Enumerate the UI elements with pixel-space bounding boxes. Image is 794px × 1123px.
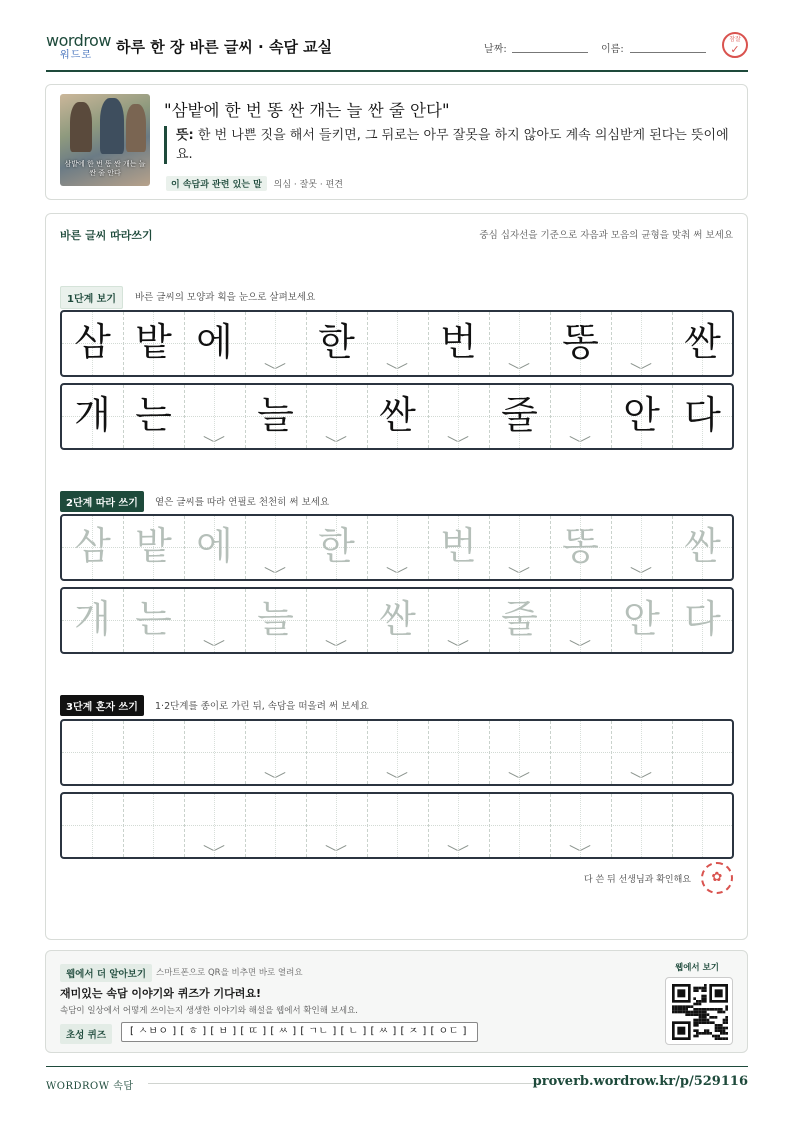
writing-cell	[367, 385, 428, 448]
space-mark-icon	[570, 436, 590, 444]
writing-cell[interactable]	[62, 516, 123, 579]
writing-cell	[184, 312, 245, 375]
cell-divider	[489, 516, 490, 579]
model-character: 삼	[74, 320, 111, 364]
trace-character: 싼	[684, 524, 721, 568]
writing-cell	[62, 385, 123, 448]
cell-divider	[550, 589, 551, 652]
writing-cell[interactable]	[550, 794, 611, 857]
qr-code-icon[interactable]	[665, 977, 733, 1045]
writing-cell[interactable]	[550, 589, 611, 652]
space-mark-icon	[448, 436, 468, 444]
cell-divider	[489, 312, 490, 375]
trace-character: 번	[440, 524, 477, 568]
cell-divider	[306, 721, 307, 784]
trace-character: 늘	[257, 597, 294, 641]
cell-divider	[184, 589, 185, 652]
footer-brand: WORDROW 속담	[46, 1081, 134, 1092]
cell-divider	[123, 794, 124, 857]
model-character: 개	[74, 393, 111, 437]
model-character: 안	[623, 393, 660, 437]
practice-card	[45, 213, 748, 940]
writing-cell[interactable]	[611, 721, 672, 784]
writing-cell[interactable]	[672, 721, 733, 784]
model-character: 는	[135, 393, 172, 437]
check-note: 다 쓴 뒤 선생님과 확인해요	[583, 875, 691, 885]
model-character: 다	[684, 393, 721, 437]
model-character: 줄	[501, 393, 538, 437]
space-mark-icon	[387, 567, 407, 575]
step3-desc: 1·2단계를 종이로 가린 뒤, 속담을 떠올려 써 보세요	[155, 701, 369, 712]
space-mark-icon	[387, 363, 407, 371]
writing-cell	[611, 385, 672, 448]
writing-cell[interactable]	[367, 589, 428, 652]
model-character: 늘	[257, 393, 294, 437]
writing-cell[interactable]	[367, 721, 428, 784]
cell-divider	[672, 721, 673, 784]
trace-character: 삼	[74, 524, 111, 568]
writing-cell[interactable]	[672, 516, 733, 579]
cell-divider	[428, 721, 429, 784]
wordrow-logo	[46, 31, 111, 63]
cell-divider	[123, 721, 124, 784]
writing-cell[interactable]	[672, 794, 733, 857]
writing-cell[interactable]	[428, 589, 489, 652]
step3-row-2[interactable]	[60, 792, 734, 859]
web-promo-card	[45, 950, 748, 1053]
related-label: 이 속담과 관련 있는 말	[166, 176, 267, 191]
space-mark-icon	[265, 567, 285, 575]
proverb-meaning	[164, 126, 734, 164]
writing-cell[interactable]	[611, 794, 672, 857]
writing-cell[interactable]	[489, 516, 550, 579]
meaning-text: 한 번 나쁜 짓을 해서 들키면, 그 뒤로는 아무 잘못을 하지 않아도 계속 의심받게 된다는 뜻이에요.	[176, 128, 729, 162]
space-mark-icon	[631, 772, 651, 780]
cell-divider	[489, 721, 490, 784]
cell-center-guide	[336, 721, 337, 784]
writing-cell[interactable]	[184, 721, 245, 784]
cell-divider	[611, 721, 612, 784]
model-character: 싼	[684, 320, 721, 364]
proverb-illustration	[60, 94, 150, 186]
model-character: 번	[440, 320, 477, 364]
page-title: 하루 한 장 바른 글씨 · 속담 교실	[116, 38, 333, 56]
footer-url[interactable]: proverb.wordrow.kr/p/529116	[532, 1074, 748, 1089]
cell-divider	[367, 516, 368, 579]
cell-divider	[245, 721, 246, 784]
writing-cell[interactable]	[62, 721, 123, 784]
stamp-text: 참잘	[729, 36, 741, 43]
cell-divider	[489, 794, 490, 857]
cell-divider	[611, 794, 612, 857]
step3-row-1[interactable]	[60, 719, 734, 786]
writing-cell[interactable]	[245, 794, 306, 857]
trace-character: 줄	[501, 597, 538, 641]
space-mark-icon	[570, 845, 590, 853]
cell-divider	[245, 794, 246, 857]
space-mark-icon	[448, 640, 468, 648]
cell-divider	[184, 794, 185, 857]
trace-character: 개	[74, 597, 111, 641]
checkmark-icon: ✓	[730, 43, 740, 56]
web-headline: 재미있는 속담 이야기와 퀴즈가 기다려요!	[60, 987, 261, 1000]
cell-center-guide	[519, 794, 520, 857]
writing-cell[interactable]	[123, 589, 184, 652]
space-mark-icon	[265, 363, 285, 371]
writing-cell	[306, 385, 367, 448]
space-mark-icon	[265, 772, 285, 780]
model-character: 싼	[379, 393, 416, 437]
step2-desc: 옅은 글씨를 따라 연필로 천천히 써 보세요	[155, 497, 330, 508]
writing-cell[interactable]	[306, 516, 367, 579]
web-subtext: 속담이 일상에서 어떻게 쓰이는지 생생한 이야기와 해설을 웹에서 확인해 보세요.	[60, 1006, 358, 1016]
related-words	[166, 176, 343, 191]
trace-character: 밭	[135, 524, 172, 568]
writing-cell	[489, 385, 550, 448]
trace-character: 에	[196, 524, 233, 568]
trace-character: 똥	[562, 524, 599, 568]
model-character: 에	[196, 320, 233, 364]
web-tag: 웹에서 더 알아보기	[60, 964, 152, 982]
writing-cell[interactable]	[62, 794, 123, 857]
writing-cell[interactable]	[428, 721, 489, 784]
trace-character: 안	[623, 597, 660, 641]
writing-cell	[672, 312, 733, 375]
writing-cell	[245, 312, 306, 375]
space-mark-icon	[387, 772, 407, 780]
model-character: 밭	[135, 320, 172, 364]
name-field[interactable]	[630, 52, 706, 53]
writing-cell[interactable]	[489, 721, 550, 784]
writing-cell[interactable]	[184, 794, 245, 857]
space-mark-icon	[448, 845, 468, 853]
logo-text: wordrow	[46, 31, 111, 50]
step2-label: 2단계 따라 쓰기	[60, 491, 144, 512]
writing-cell[interactable]	[306, 721, 367, 784]
space-mark-icon	[509, 363, 529, 371]
writing-cell[interactable]	[184, 516, 245, 579]
writing-cell	[123, 385, 184, 448]
illustration-caption: 삼밭에 한 번 똥 싼 개는 늘 싼 줄 안다	[64, 160, 146, 177]
space-mark-icon	[204, 436, 224, 444]
cell-divider	[428, 794, 429, 857]
writing-cell[interactable]	[428, 794, 489, 857]
writing-cell[interactable]	[550, 516, 611, 579]
writing-cell[interactable]	[245, 589, 306, 652]
writing-cell[interactable]	[123, 794, 184, 857]
step1-row-2	[60, 383, 734, 450]
writing-cell[interactable]	[367, 516, 428, 579]
writing-cell	[489, 312, 550, 375]
cell-divider	[367, 312, 368, 375]
quiz-label: 초성 퀴즈	[60, 1024, 112, 1044]
step1-label: 1단계 보기	[60, 286, 123, 309]
cell-center-guide	[275, 794, 276, 857]
qr-label: 웹에서 보기	[674, 963, 719, 973]
proverb-card	[45, 84, 748, 200]
writing-cell[interactable]	[123, 516, 184, 579]
writing-cell[interactable]	[123, 721, 184, 784]
praise-stamp-icon	[722, 32, 748, 58]
writing-cell[interactable]	[672, 589, 733, 652]
space-mark-icon	[631, 567, 651, 575]
cell-center-guide	[458, 721, 459, 784]
cell-divider	[184, 385, 185, 448]
cell-divider	[550, 721, 551, 784]
writing-cell	[428, 312, 489, 375]
cell-center-guide	[580, 721, 581, 784]
logo-sub-text: 워드로	[60, 50, 92, 61]
cell-center-guide	[702, 721, 703, 784]
cell-divider	[611, 312, 612, 375]
cell-center-guide	[397, 794, 398, 857]
cell-center-guide	[641, 794, 642, 857]
cell-center-guide	[153, 794, 154, 857]
cell-divider	[184, 721, 185, 784]
cell-center-guide	[92, 721, 93, 784]
writing-cell[interactable]	[428, 516, 489, 579]
step2-row-2[interactable]	[60, 587, 734, 654]
practice-hint: 중심 십자선을 기준으로 자음과 모음의 균형을 맞춰 써 보세요	[479, 230, 733, 241]
trace-character: 한	[318, 524, 355, 568]
step1-row-1	[60, 310, 734, 377]
cell-center-guide	[214, 721, 215, 784]
writing-cell	[428, 385, 489, 448]
space-mark-icon	[509, 772, 529, 780]
related-words-text: 의심 · 잘못 · 편견	[273, 180, 343, 190]
cell-divider	[306, 589, 307, 652]
cell-divider	[428, 589, 429, 652]
space-mark-icon	[326, 845, 346, 853]
qr-code-graphic	[672, 984, 728, 1040]
step2-row-1[interactable]	[60, 514, 734, 581]
writing-cell[interactable]	[306, 589, 367, 652]
meaning-label: 뜻:	[176, 128, 194, 143]
space-mark-icon	[204, 845, 224, 853]
writing-cell	[367, 312, 428, 375]
writing-cell[interactable]	[489, 589, 550, 652]
trace-character: 싼	[379, 597, 416, 641]
step1-desc: 바른 글씨의 모양과 획을 눈으로 살펴보세요	[135, 292, 316, 303]
cell-divider	[550, 385, 551, 448]
chosung-quiz: [ ㅅㅂㅇ ] [ ㅎ ] [ ㅂ ] [ ㄸ ] [ ㅆ ] [ ㄱㄴ ] [ ㄴ ] [ ㅆ ] [ ㅈ ] [ ㅇㄷ ]	[121, 1022, 478, 1042]
writing-cell	[306, 312, 367, 375]
date-field[interactable]	[512, 52, 588, 53]
writing-cell[interactable]	[62, 589, 123, 652]
cell-center-guide	[153, 721, 154, 784]
teacher-stamp-icon: ✿	[701, 862, 733, 894]
cell-divider	[306, 385, 307, 448]
cell-divider	[306, 794, 307, 857]
writing-cell	[245, 385, 306, 448]
space-mark-icon	[631, 363, 651, 371]
writing-cell[interactable]	[184, 589, 245, 652]
writing-cell[interactable]	[306, 794, 367, 857]
proverb-title: "삼밭에 한 번 똥 싼 개는 늘 싼 줄 안다"	[164, 101, 450, 120]
writing-cell[interactable]	[611, 589, 672, 652]
footer-rule	[148, 1083, 540, 1084]
name-label: 이름:	[601, 44, 624, 55]
cell-divider	[672, 794, 673, 857]
writing-cell	[62, 312, 123, 375]
writing-cell	[611, 312, 672, 375]
writing-cell[interactable]	[611, 516, 672, 579]
writing-cell	[184, 385, 245, 448]
space-mark-icon	[326, 640, 346, 648]
space-mark-icon	[509, 567, 529, 575]
cell-divider	[428, 385, 429, 448]
trace-character: 는	[135, 597, 172, 641]
cell-divider	[550, 794, 551, 857]
cell-divider	[245, 312, 246, 375]
date-label: 날짜:	[484, 44, 507, 55]
trace-character: 다	[684, 597, 721, 641]
cell-center-guide	[702, 794, 703, 857]
model-character: 똥	[562, 320, 599, 364]
writing-cell[interactable]	[245, 721, 306, 784]
cell-divider	[367, 721, 368, 784]
space-mark-icon	[204, 640, 224, 648]
cell-divider	[367, 794, 368, 857]
writing-cell	[672, 385, 733, 448]
cell-divider	[245, 516, 246, 579]
writing-cell[interactable]	[245, 516, 306, 579]
cell-center-guide	[92, 794, 93, 857]
writing-cell	[550, 312, 611, 375]
web-hint: 스마트폰으로 QR을 비추면 바로 열려요	[156, 968, 303, 978]
practice-title: 바른 글씨 따라쓰기	[60, 229, 153, 242]
space-mark-icon	[570, 640, 590, 648]
model-character: 한	[318, 320, 355, 364]
page-header	[46, 30, 748, 72]
writing-cell	[550, 385, 611, 448]
writing-cell[interactable]	[550, 721, 611, 784]
writing-cell	[123, 312, 184, 375]
footer-divider	[46, 1066, 748, 1067]
step3-label: 3단계 혼자 쓰기	[60, 695, 144, 716]
writing-cell[interactable]	[489, 794, 550, 857]
writing-cell[interactable]	[367, 794, 428, 857]
space-mark-icon	[326, 436, 346, 444]
cell-divider	[611, 516, 612, 579]
